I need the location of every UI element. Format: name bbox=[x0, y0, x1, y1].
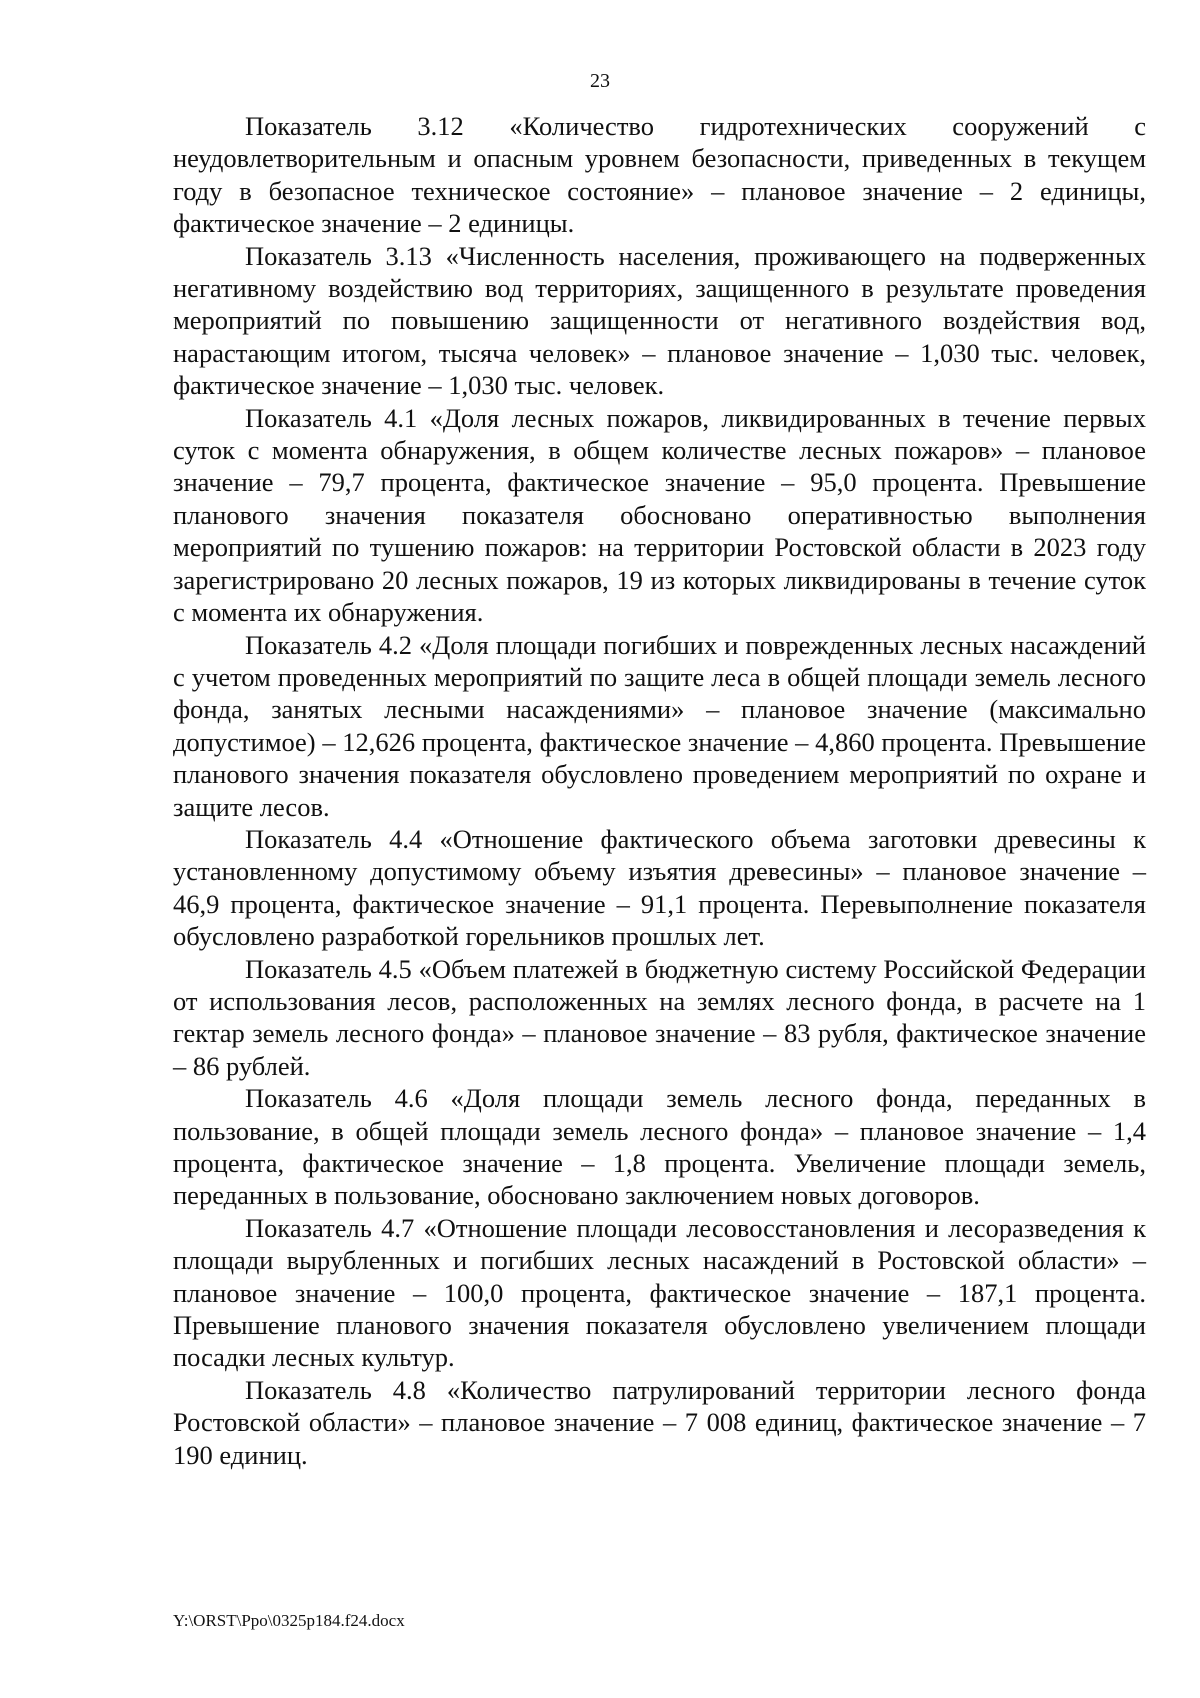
footer-file-path: Y:\ORST\Ppo\0325p184.f24.docx bbox=[173, 1611, 405, 1630]
paragraph-indicator-4-7: Показатель 4.7 «Отношение площади лесовосстановления и лесоразведения к площади вырубленных и погибших лесных насаждений в Ростовской области» – плановое значение – 100,0 процента, фактическое значение – 187,1 процента. Превышение планового значения показателя обусловлено увеличением площади посадки лесных культур. bbox=[173, 1212, 1146, 1373]
paragraph-indicator-4-1: Показатель 4.1 «Доля лесных пожаров, ликвидированных в течение первых суток с момента обнаружения, в общем количестве лесных пожаров» – плановое значение – 79,7 процента, фактическое значение – 95,0 процента. Превышение планового значения показателя обосновано оперативностью выполнения мероприятий по тушению пожаров: на территории Ростовской области в 2023 году зарегистрировано 20 лесных пожаров, 19 из которых ликвидированы в течение суток с момента их обнаружения. bbox=[173, 402, 1146, 628]
paragraph-indicator-3-12: Показатель 3.12 «Количество гидротехнических сооружений с неудовлетворительным и опасным уровнем безопасности, приведенных в текущем году в безопасное техническое состояние» – плановое значение – 2 единицы, фактическое значение – 2 единицы. bbox=[173, 111, 1146, 239]
document-body bbox=[173, 110, 1146, 1471]
paragraph-indicator-4-2: Показатель 4.2 «Доля площади погибших и поврежденных лесных насаждений с учетом проведенных мероприятий по защите леса в общей площади земель лесного фонда, занятых лесными насаждениями» – плановое значение (максимально допустимое) – 12,626 процента, фактическое значение – 4,860 процента. Превышение планового значения показателя обусловлено проведением мероприятий по охране и защите лесов. bbox=[173, 629, 1146, 822]
paragraph-indicator-4-8: Показатель 4.8 «Количество патрулирований территории лесного фонда Ростовской области» – плановое значение – 7 008 единиц, фактическое значение – 7 190 единиц. bbox=[173, 1374, 1146, 1470]
page-number: 23 bbox=[590, 70, 610, 92]
paragraph-indicator-3-13: Показатель 3.13 «Численность населения, проживающего на подверженных негативному воздействию вод территориях, защищенного в результате проведения мероприятий по повышению защищенности от негативного воздействия вод, нарастающим итогом, тысяча человек» – плановое значение – 1,030 тыс. человек, фактическое значение – 1,030 тыс. человек. bbox=[173, 240, 1146, 401]
paragraph-indicator-4-4: Показатель 4.4 «Отношение фактического объема заготовки древесины к установленному допустимому объему изъятия древесины» – плановое значение – 46,9 процента, фактическое значение – 91,1 процента. Перевыполнение показателя обусловлено разработкой горельников прошлых лет. bbox=[173, 823, 1146, 952]
paragraph-indicator-4-6: Показатель 4.6 «Доля площади земель лесного фонда, переданных в пользование, в общей площади земель лесного фонда» – плановое значение – 1,4 процента, фактическое значение – 1,8 процента. Увеличение площади земель, переданных в пользование, обосновано заключением новых договоров. bbox=[173, 1083, 1146, 1211]
paragraph-indicator-4-5: Показатель 4.5 «Объем платежей в бюджетную систему Российской Федерации от использования лесов, расположенных на землях лесного фонда, в расчете на 1 гектар земель лесного фонда» – плановое значение – 83 рубля, фактическое значение – 86 рублей. bbox=[173, 953, 1146, 1081]
